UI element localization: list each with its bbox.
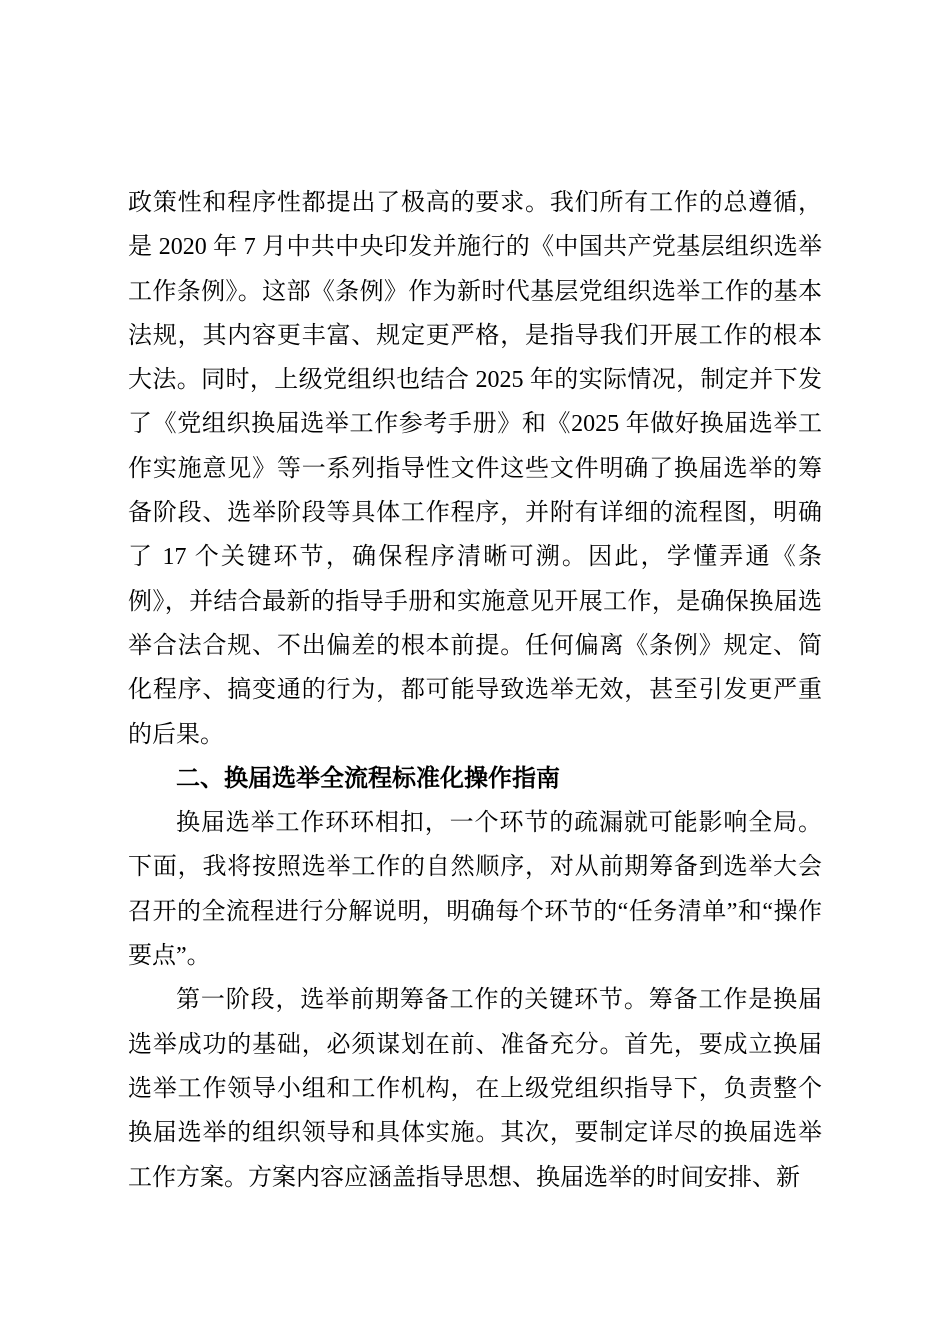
- document-body: [128, 181, 822, 1200]
- paragraph-legal-basis: 政策性和程序性都提出了极高的要求。我们所有工作的总遵循，是 2020 年 7 月中共中央印发并施行的《中国共产党基层组织选举工作条例》。这部《条例》作为新时代基层党组织选举工作的基本法规，其内容更丰富、规定更严格，是指导我们开展工作的根本大法。同时，上级党组织也结合 2025 年的实际情况，制定并下发了《党组织换届选举工作参考手册》和《2025 年做好换届选举工作实施意见》等一系列指导性文件这些文件明确了换届选举的筹备阶段、选举阶段等具体工作程序，并附有详细的流程图，明确了 17 个关键环节，确保程序清晰可溯。因此，学懂弄通《条例》，并结合最新的指导手册和实施意见开展工作，是确保换届选举合法合规、不出偏差的根本前提。任何偏离《条例》规定、简化程序、搞变通的行为，都可能导致选举无效，甚至引发更严重的后果。: [128, 190, 822, 748]
- paragraph-stage-one-preparation: 第一阶段，选举前期筹备工作的关键环节。筹备工作是换届选举成功的基础，必须谋划在前、准备充分。首先，要成立换届选举工作领导小组和工作机构，在上级党组织指导下，负责整个换届选举的组织领导和具体实施。其次，要制定详尽的换届选举工作方案。方案内容应涵盖指导思想、换届选举的时间安排、新: [128, 987, 822, 1191]
- section-heading-two: 二、换届选举全流程标准化操作指南: [176, 764, 560, 792]
- paragraph-process-overview: 换届选举工作环环相扣，一个环节的疏漏就可能影响全局。下面，我将按照选举工作的自然顺序，对从前期筹备到选举大会召开的全流程进行分解说明，明确每个环节的“任务清单”和“操作要点”。: [128, 810, 822, 970]
